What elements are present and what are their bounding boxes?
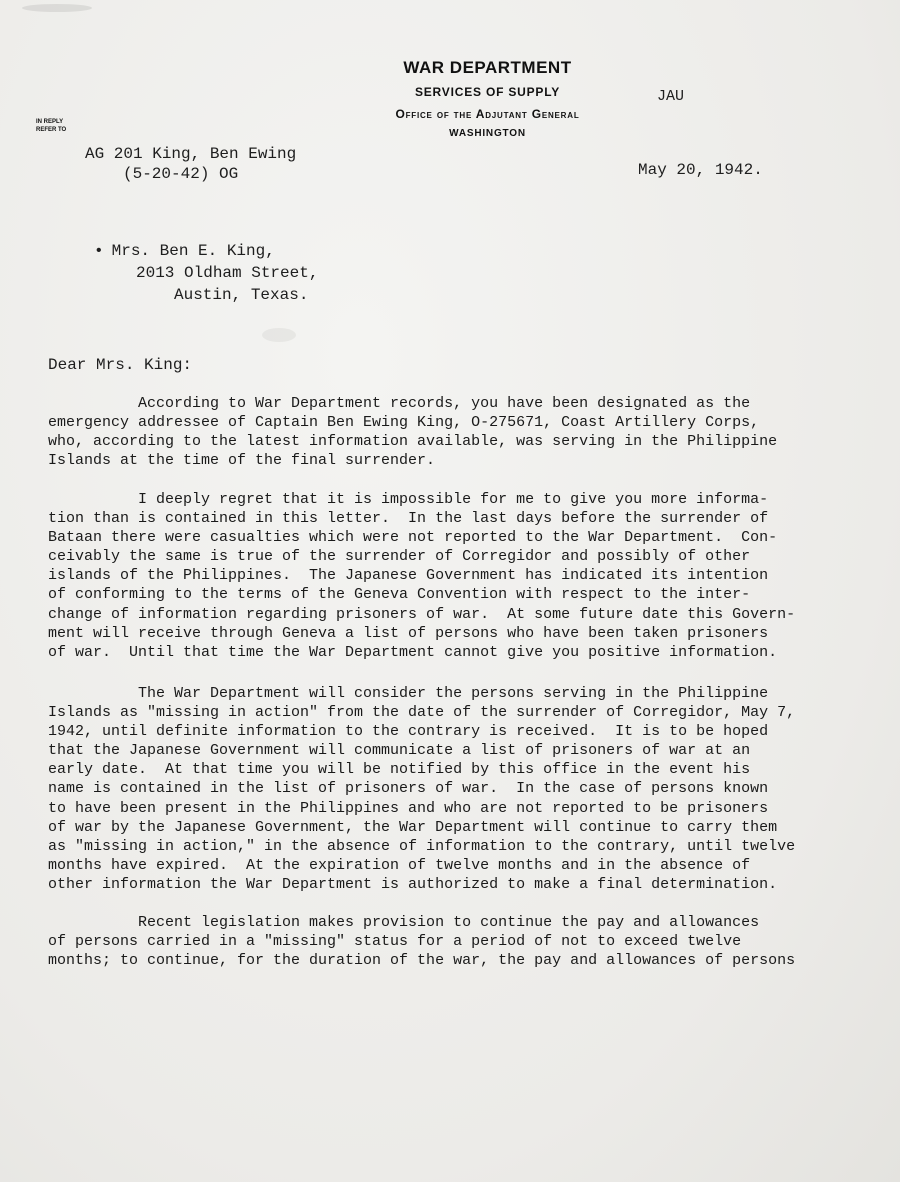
paragraph-2 [48,490,848,662]
paragraph-line: Bataan there were casualties which were not reported to the War Department. Con- [48,529,778,547]
paragraph-line: to have been present in the Philippines and who are not reported to be prisoners [48,799,769,817]
paragraph-line: The War Department will consider the persons serving in the Philippine [48,685,769,702]
paragraph-line: emergency addressee of Captain Ben Ewing King, O-275671, Coast Artillery Corps, [48,414,760,432]
paragraph-3 [48,684,848,894]
paragraph-line: of persons carried in a "missing" status for a period of not to exceed twelve [48,933,742,951]
paragraph-1 [48,394,848,470]
letter-date: May 20, 1942. [638,161,763,179]
paragraph-line: Recent legislation makes provision to continue the pay and allowances [48,914,760,931]
paragraph-line: that the Japanese Government will communicate a list of prisoners of war at an [48,742,751,760]
letterhead-service: SERVICES OF SUPPLY [414,85,561,99]
paragraph-line: 1942, until definite information to the contrary is received. It is to be hoped [48,723,769,741]
reply-label-line: IN REPLY [36,119,64,125]
paragraph-line: name is contained in the list of prisoners of war. In the case of persons known [48,780,769,798]
paragraph-line: months; to continue, for the duration of the war, the pay and allowances of persons [48,952,796,970]
paragraph-line: I deeply regret that it is impossible for me to give you more informa- [48,491,769,508]
salutation: Dear Mrs. King: [48,356,193,374]
letterhead-city: WASHINGTON [449,128,526,139]
reply-label [36,118,66,134]
paragraph-line: ceivably the same is true of the surrender of Corregidor and possibly of other [48,548,751,566]
reference-number [85,144,296,184]
letterhead-office: Office of the Adjutant General [395,107,580,121]
paragraph-line: early date. At that time you will be notified by this office in the event his [48,761,751,779]
typist-initials: JAU [657,88,685,105]
paragraph-line: ment will receive through Geneva a list of persons who have been taken prisoners [48,624,769,642]
recipient-address [72,240,318,306]
paragraph-line: months have expired. At the expiration of twelve months and in the absence of [48,856,751,874]
address-street: 2013 Oldham Street, [136,264,319,282]
paragraph-line: as "missing in action," in the absence of information to the contrary, until twelve [48,837,796,855]
paragraph-line: of war. Until that time the War Department cannot give you positive information. [48,643,778,661]
address-bullet: • [94,242,104,260]
paragraph-line: tion than is contained in this letter. In the last days before the surrender of [48,510,769,528]
paragraph-line: of war by the Japanese Government, the War Department will continue to carry them [48,818,778,836]
paragraph-line: who, according to the latest information available, was serving in the Philippine [48,433,778,451]
paragraph-line: change of information regarding prisoners of war. At some future date this Govern- [48,605,796,623]
paragraph-4 [48,913,848,970]
paper-smudge [262,328,296,342]
paragraph-line: Islands at the time of the final surrender. [48,452,436,470]
paragraph-line: According to War Department records, you have been designated as the [48,395,751,412]
address-name: Mrs. Ben E. King, [111,242,275,260]
paper-smudge [22,4,92,12]
reply-label-line: REFER TO [36,127,67,133]
reference-line: AG 201 King, Ben Ewing [85,145,297,163]
paragraph-line: islands of the Philippines. The Japanese Government has indicated its intention [48,567,769,585]
reference-line: (5-20-42) OG [123,165,239,183]
address-city: Austin, Texas. [174,286,309,304]
paragraph-line: other information the War Department is authorized to make a final determination. [48,875,778,893]
paragraph-line: of conforming to the terms of the Geneva Convention with respect to the inter- [48,586,751,604]
letterhead-department: WAR DEPARTMENT [403,58,572,77]
paragraph-line: Islands as "missing in action" from the date of the surrender of Corregidor, May 7, [48,704,796,722]
